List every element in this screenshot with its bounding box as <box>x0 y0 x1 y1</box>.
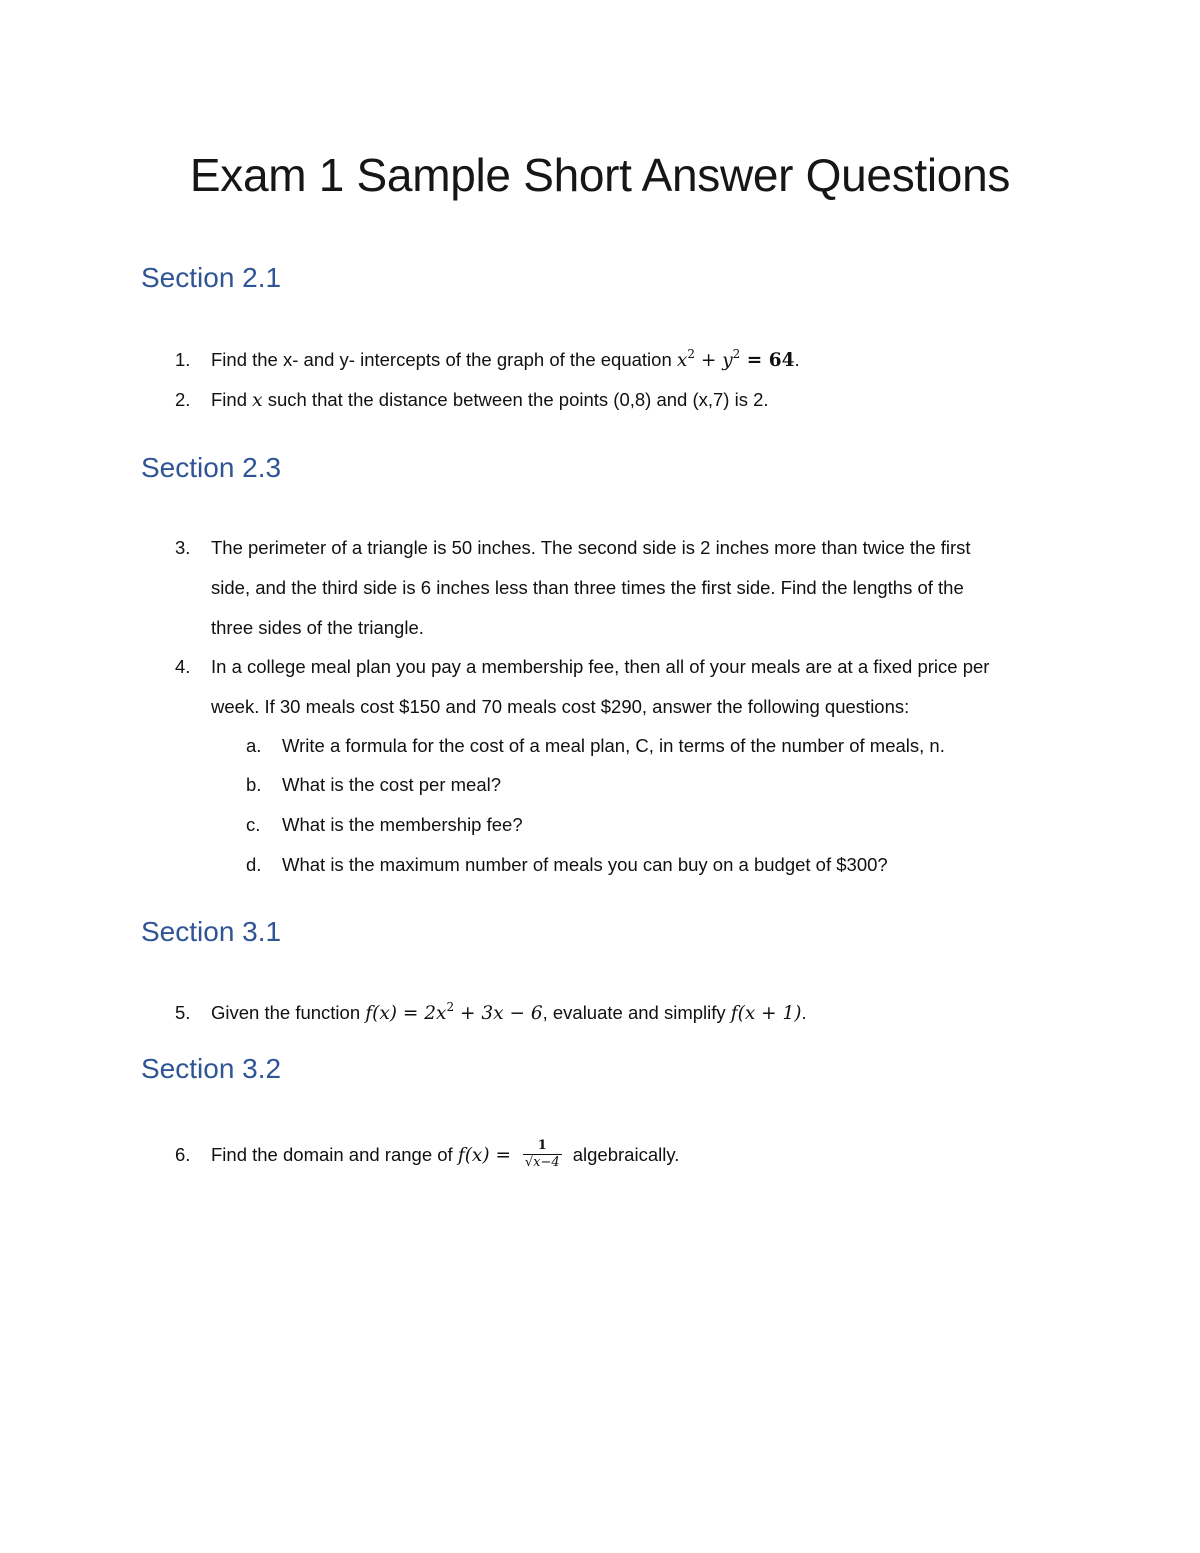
sub-question-text: What is the cost per meal? <box>282 774 502 795</box>
question-number: 1. <box>175 349 191 370</box>
sub-question-b <box>246 765 1066 805</box>
sub-question-text: What is the membership fee? <box>282 814 523 835</box>
question-number: 4. <box>175 656 191 677</box>
section-heading-2-1: Section 2.1 <box>141 262 282 293</box>
question-text: In a college meal plan you pay a membership fee, then all of your meals are at a fixed price per week. If 30 meals cost $150 and 70 meals cost $290, answer the following questions: <box>211 656 990 717</box>
question-text: Find x such that the distance between the points (0,8) and (x,7) is 2. <box>211 389 769 411</box>
page-title: Exam 1 Sample Short Answer Questions <box>189 149 1011 201</box>
question-2 <box>175 380 1075 420</box>
sub-question-c <box>246 805 1066 845</box>
sub-question-d <box>246 845 1066 885</box>
section-heading-2-3: Section 2.3 <box>141 452 282 483</box>
question-number: 5. <box>175 1002 191 1023</box>
question-1 <box>175 340 1075 380</box>
question-text: Given the function $f(x) = 2x^2 + 3x - 6$, evaluate and simplify f(x + 1). <box>211 1000 807 1024</box>
fraction: $\frac{1}{√x-4}$ <box>524 1137 560 1170</box>
section-heading-3-1: Section 3.1 <box>141 916 282 947</box>
question-text: The perimeter of a triangle is 50 inches. The second side is 2 inches more than twice the first side, and the third side is 6 inches less than three times the first side. Find the lengths of the three sides of the triangle. <box>211 537 971 638</box>
sub-question-a <box>246 726 1066 766</box>
question-6 <box>175 1135 1075 1175</box>
question-number: 2. <box>175 389 191 410</box>
question-text: Find the x- and y- intercepts of the graph of the equation $x^2 + y^2 = 64$. <box>211 347 800 371</box>
question-number: 3. <box>175 537 191 558</box>
sub-question-text: What is the maximum number of meals you can buy on a budget of $300? <box>282 854 888 875</box>
sub-question-text: Write a formula for the cost of a meal plan, C, in terms of the number of meals, n. <box>282 735 945 756</box>
question-4 <box>175 647 1075 727</box>
question-3 <box>175 528 1075 648</box>
sub-question-letter: d. <box>246 854 262 875</box>
question-text: Find the domain and range of f(x) = $\frac{1}{√x-4}$ algebraically. <box>211 1137 680 1170</box>
sub-question-letter: a. <box>246 735 262 756</box>
question-number: 6. <box>175 1144 191 1165</box>
sub-question-letter: b. <box>246 774 262 795</box>
section-heading-3-2: Section 3.2 <box>141 1053 282 1084</box>
sub-question-letter: c. <box>246 814 261 835</box>
question-5 <box>175 993 1075 1033</box>
